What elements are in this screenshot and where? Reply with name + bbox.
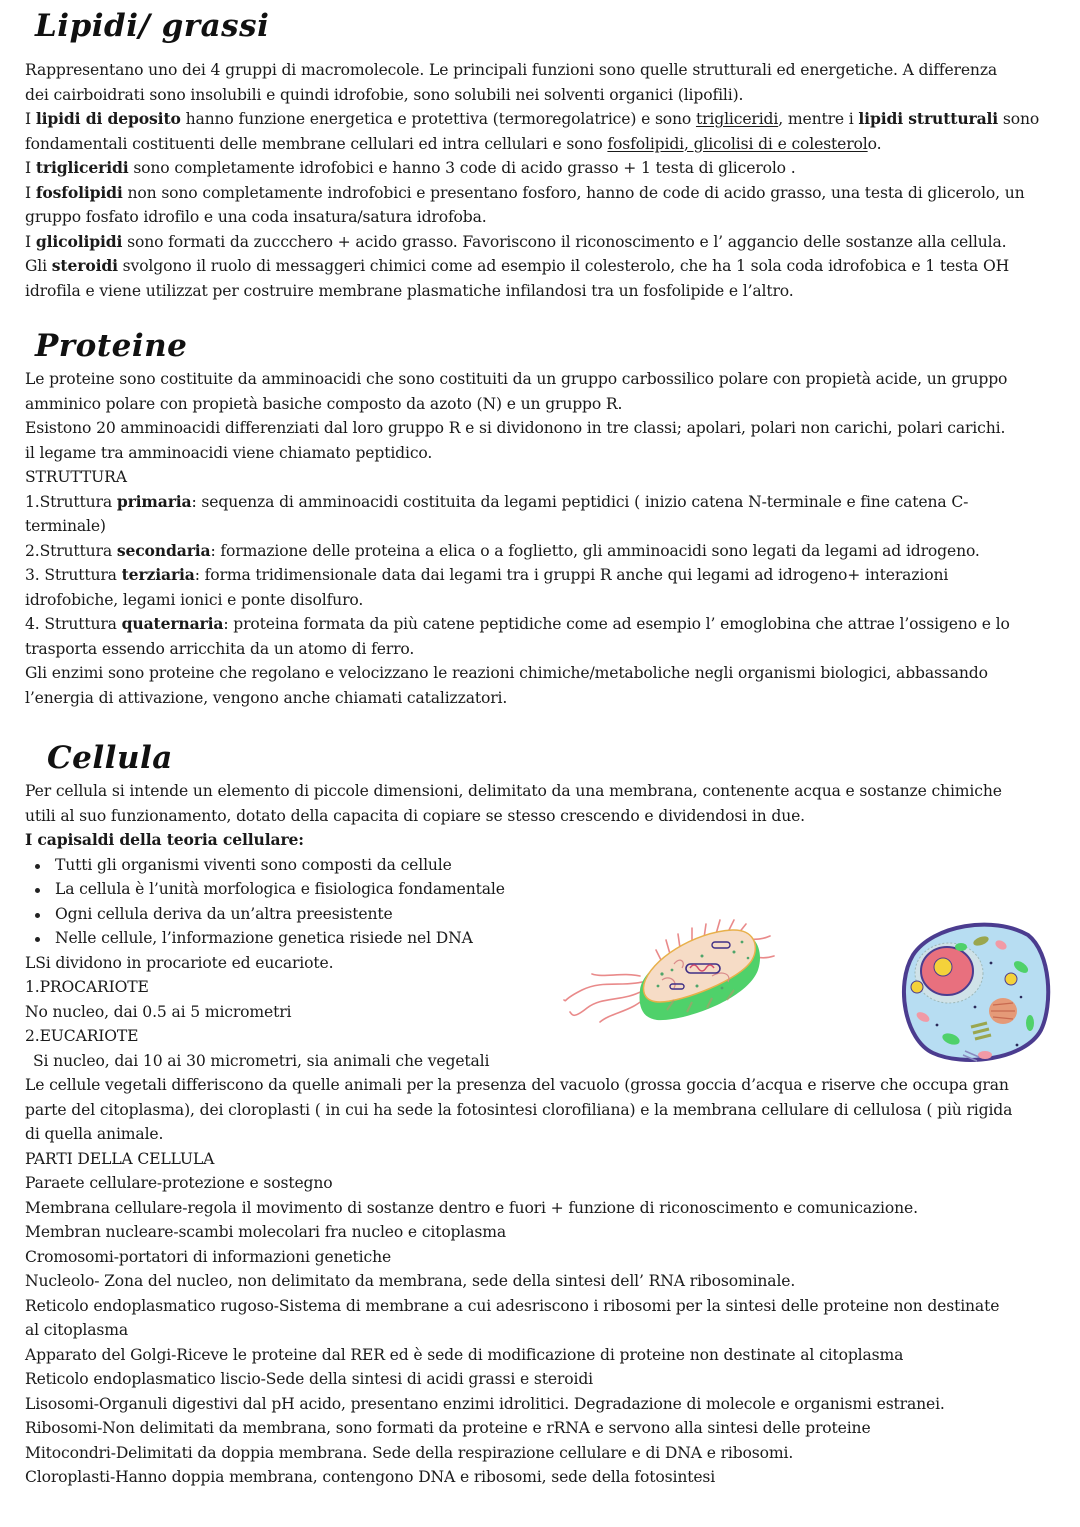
subheading-struttura: STRUTTURA <box>25 468 127 486</box>
bold-term: secondaria <box>116 540 211 560</box>
organelle-line: Nucleolo- Zona del nucleo, non delimitato da membrana, sede della sintesi dell’ RNA ribosominale. <box>25 1272 796 1290</box>
paragraph-line: 4. Struttura quaternaria: proteina formata da più catene peptidiche come ad esempio l’ emoglobina che attrae l’ossigeno e lo <box>25 614 1010 633</box>
paragraph-line: di quella animale. <box>25 1125 164 1143</box>
paragraph-line: Per cellula si intende un elemento di piccole dimensioni, delimitato da una membrana, contenente acqua e sostanze chimiche <box>25 782 1002 800</box>
paragraph-line: I fosfolipidi non sono completamente indrofobici e presentano fosforo, hanno de code di acido grasso, una testa di glicerolo, un <box>25 182 1025 202</box>
paragraph-line: I lipidi di deposito hanno funzione energetica e protettiva (termoregolatrice) e sono trigliceridi, mentre i lipidi strutturali sono <box>25 109 1040 128</box>
organelle-line: Cromosomi-portatori di informazioni genetiche <box>25 1247 392 1266</box>
organelle-line: al citoplasma <box>25 1321 129 1339</box>
bold-term: fosfolipidi <box>35 182 123 202</box>
bold-term: steroidi <box>51 256 118 275</box>
theory-heading: I capisaldi della teoria cellulare: <box>25 830 304 849</box>
bold-term: quaternaria <box>121 614 224 633</box>
paragraph-line: Si nucleo, dai 10 ai 30 micrometri, sia animali che vegetali <box>33 1051 490 1070</box>
paragraph-line: trasporta essendo arricchita da un atomo di ferro. <box>25 639 415 658</box>
section-title-proteine: Proteine <box>35 328 188 364</box>
bold-term: lipidi strutturali <box>858 109 999 128</box>
underlined-term: fosfolipidi, glicolisi di e colesterol <box>607 134 868 153</box>
paragraph-line: Rappresentano uno dei 4 gruppi di macromolecole. Le principali funzioni sono quelle strutturali ed energetiche. A differenza <box>25 61 998 79</box>
paragraph-line: 1.Struttura primaria: sequenza di amminoacidi costituita da legami peptidici ( inizio catena N-terminale e fine catena C- <box>25 491 969 511</box>
paragraph-line: gruppo fosfato idrofilo e una coda insatura/satura idrofoba. <box>25 208 487 226</box>
subheading-procariote: 1.PROCARIOTE <box>25 978 149 996</box>
paragraph-line: I glicolipidi sono formati da zuccchero + acido grasso. Favoriscono il riconoscimento e l’ aggancio delle sostanze alla cellula. <box>25 231 1007 251</box>
cellula-body <box>25 779 1060 1490</box>
bullet-item: Nelle cellule, l’informazione genetica risiede nel DNA <box>55 926 1060 951</box>
subheading-parti-cellula: PARTI DELLA CELLULA <box>25 1149 215 1168</box>
organelle-line: Ribosomi-Non delimitati da membrana, sono formati da proteine e rRNA e servono alla sintesi delle proteine <box>25 1419 871 1437</box>
bullet-item: La cellula è l’unità morfologica e fisiologica fondamentale <box>55 877 1060 902</box>
paragraph-line: l’energia di attivazione, vengono anche chiamati catalizzatori. <box>25 688 508 707</box>
organelle-line: Reticolo endoplasmatico liscio-Sede della sintesi di acidi grassi e steroidi <box>25 1370 593 1388</box>
paragraph-line: I trigliceridi sono completamente idrofobici e hanno 3 code di acido grasso + 1 testa di glicerolo . <box>25 158 796 177</box>
bold-term: primaria <box>116 491 192 511</box>
organelle-line: Membrana cellulare-regola il movimento di sostanze dentro e fuori + funzione di riconoscimento e comunicazione. <box>25 1198 918 1217</box>
paragraph-line: Gli enzimi sono proteine che regolano e velocizzano le reazioni chimiche/metaboliche negli organismi biologici, abbassando <box>25 664 988 682</box>
paragraph-line: idrofobiche, legami ionici e ponte disolfuro. <box>25 590 364 609</box>
bold-term: lipidi di deposito <box>35 109 181 128</box>
paragraph-line: LSi dividono in procariote ed eucariote. <box>25 953 334 972</box>
underlined-term: trigliceridi <box>695 110 779 128</box>
proteine-body <box>25 367 1060 710</box>
bullet-item: Tutti gli organismi viventi sono composti da cellule <box>55 853 1060 878</box>
organelle-line: Apparato del Golgi-Riceve le proteine dal RER ed è sede di modificazione di proteine non destinate al citoplasma <box>25 1345 904 1364</box>
paragraph-line: Gli steroidi svolgono il ruolo di messaggeri chimici come ad esempio il colesterolo, che ha 1 sola coda idrofobica e 1 testa OH <box>25 256 1010 275</box>
organelle-line: Paraete cellulare-protezione e sostegno <box>25 1174 333 1192</box>
organelle-line: Lisosomi-Organuli digestivi dal pH acido, presentano enzimi idrolitici. Degradazione di molecole e organismi estranei. <box>25 1394 945 1413</box>
paragraph-line: terminale) <box>25 517 106 535</box>
prokaryotic-cell-illustration <box>562 912 777 1032</box>
bold-term: trigliceridi <box>35 158 129 177</box>
paragraph-line: parte del citoplasma), dei cloroplasti ( in cui ha sede la fotosintesi clorofiliana) e la membrana cellulare di cellulosa ( più rigida <box>25 1100 1013 1119</box>
paragraph-line: amminico polare con propietà basiche composto da azoto (N) e un gruppo R. <box>25 394 623 413</box>
paragraph-line: Le cellule vegetali differiscono da quelle animali per la presenza del vacuolo (grossa goccia d’acqua e riserve che occupa gran <box>25 1076 1009 1094</box>
paragraph-line: 3. Struttura terziaria: forma tridimensionale data dai legami tra i gruppi R anche qui legami ad idrogeno+ interazioni <box>25 565 949 584</box>
subheading-eucariote: 2.EUCARIOTE <box>25 1027 139 1045</box>
paragraph-line: idrofila e viene utilizzat per costruire membrane plasmatiche infilandosi tra un fosfolipide e l’altro. <box>25 281 794 300</box>
section-title-lipidi: Lipidi/ grassi <box>35 8 270 44</box>
section-title-cellula: Cellula <box>47 740 173 776</box>
paragraph-line: Esistono 20 amminoacidi differenziati dal loro gruppo R e si dividonono in tre classi; apolari, polari non carichi, polari carichi. <box>25 419 1006 437</box>
animal-cell-illustration <box>893 915 1053 1067</box>
paragraph-line: Le proteine sono costituite da amminoacidi che sono costituiti da un gruppo carbossilico polare con propietà acide, un gruppo <box>25 370 1008 388</box>
paragraph-line: 2.Struttura secondaria: formazione delle proteina a elica o a foglietto, gli amminoacidi sono legati da legami ad idrogeno. <box>25 540 980 560</box>
bold-term: terziaria <box>121 565 195 584</box>
bullet-item: Ogni cellula deriva da un’altra preesistente <box>55 902 1060 927</box>
lipidi-body <box>25 58 1060 303</box>
paragraph-line: il legame tra amminoacidi viene chiamato peptidico. <box>25 443 433 462</box>
organelle-line: Cloroplasti-Hanno doppia membrana, contengono DNA e ribosomi, sede della fotosintesi <box>25 1468 716 1486</box>
organelle-line: Membran nucleare-scambi molecolari fra nucleo e citoplasma <box>25 1223 507 1241</box>
organelle-line: Reticolo endoplasmatico rugoso-Sistema di membrane a cui adesriscono i ribosomi per la sintesi delle proteine non destinate <box>25 1296 1000 1315</box>
paragraph-line: utili al suo funzionamento, dotato della capacita di copiare se stesso crescendo e dividendosi in due. <box>25 806 805 825</box>
bold-term: glicolipidi <box>35 231 123 251</box>
paragraph-line: dei cairboidrati sono insolubili e quindi idrofobie, sono solubili nei solventi organici (lipofili). <box>25 85 744 104</box>
paragraph-line: fondamentali costituenti delle membrane cellulari ed intra cellulari e sono fosfolipidi, glicolisi di e colesterolo. <box>25 134 882 153</box>
organelle-line: Mitocondri-Delimitati da doppia membrana. Sede della respirazione cellulare e di DNA e ribosomi. <box>25 1443 794 1462</box>
paragraph-line: No nucleo, dai 0.5 ai 5 micrometri <box>25 1002 292 1021</box>
